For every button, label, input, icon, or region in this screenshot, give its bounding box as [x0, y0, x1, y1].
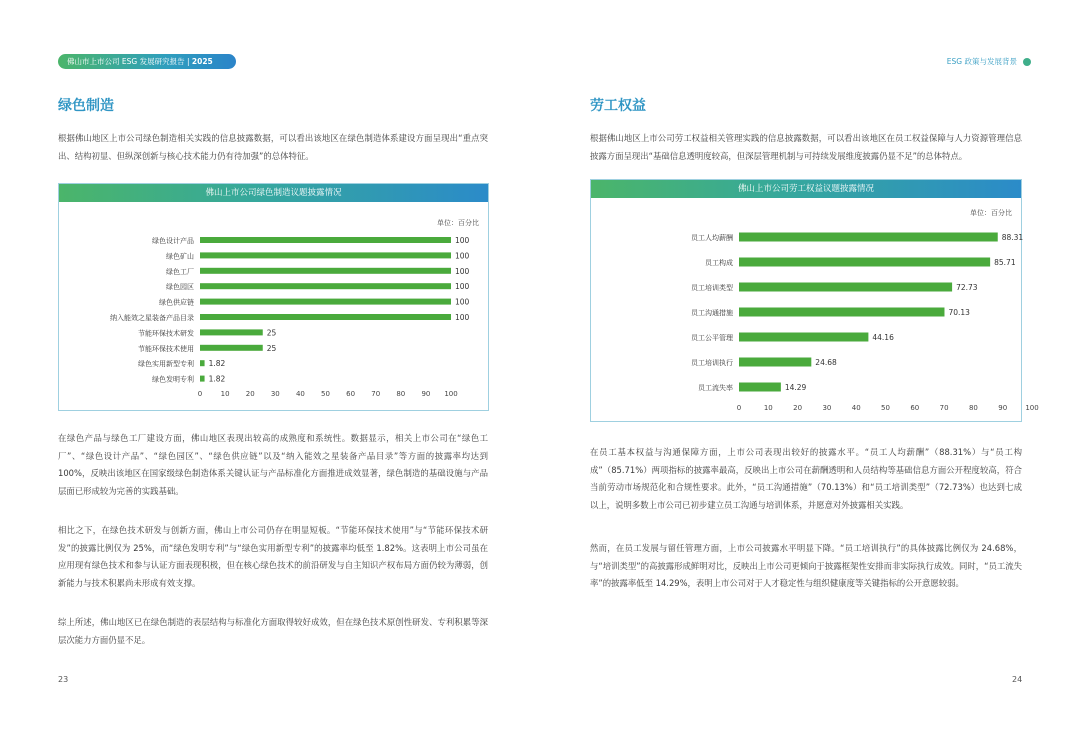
bar — [200, 268, 451, 274]
bar — [200, 360, 205, 366]
body-paragraph-2: 然而，在员工发展与留任管理方面，上市公司披露水平明显下降。“员工培训执行”的具体披露比例仅为 24.68%，与“培训类型”的高披露形成鲜明对比，反映出上市公司更倾向于披露框架性安排而非实际执行成效。同时，“员工流失率”的披露率低至 14.29%，表明上市公司对于人才稳定性与组织健康度等关键指标的公开意愿较弱。 — [590, 543, 1022, 588]
right-page — [540, 0, 1080, 738]
bar — [200, 283, 451, 289]
x-tick-label: 50 — [321, 390, 330, 398]
bar — [200, 314, 451, 320]
labor-rights-chart — [590, 179, 1039, 422]
bar-value-label: 100 — [455, 313, 470, 322]
category-label: 员工构成 — [705, 259, 733, 267]
bar-value-label: 100 — [455, 236, 470, 245]
report-year: 2025 — [191, 57, 213, 66]
section-title-labor-rights: 劳工权益 — [590, 98, 646, 114]
page-number: 24 — [1012, 675, 1023, 684]
bar-value-label: 1.82 — [208, 359, 226, 369]
category-label: 绿色园区 — [166, 283, 194, 292]
bar-value-label: 100 — [455, 266, 470, 276]
x-tick-label: 50 — [881, 404, 890, 412]
category-label: 节能环保技术研发 — [138, 329, 194, 338]
bar-value-label: 72.73 — [956, 283, 978, 292]
bar-value-label: 14.29 — [784, 383, 807, 392]
green-manufacturing-chart-plot — [59, 202, 490, 411]
x-tick-label: 10 — [220, 390, 230, 398]
bar-value-label: 100 — [455, 297, 470, 307]
category-label: 绿色实用新型专利 — [138, 360, 194, 369]
bar — [200, 376, 205, 382]
x-tick-label: 30 — [270, 390, 280, 398]
bar-value-label: 44.16 — [872, 333, 894, 342]
bar-value-label: 100 — [455, 282, 470, 292]
x-tick-label: 40 — [851, 404, 861, 412]
chart-unit-label: 单位：百分比 — [437, 219, 479, 227]
header-separator: | — [186, 57, 192, 66]
x-tick-label: 60 — [910, 404, 920, 412]
category-label: 员工人均薪酬 — [691, 234, 733, 242]
x-tick-label: 20 — [793, 404, 803, 412]
category-label: 节能环保技术使用 — [138, 344, 194, 353]
bar-value-label: 100 — [455, 251, 470, 261]
x-tick-label: 20 — [245, 390, 255, 398]
bar — [200, 329, 263, 335]
category-label: 员工培训类型 — [691, 284, 733, 292]
bar-value-label: 70.13 — [948, 308, 970, 317]
chart-title: 佛山上市公司劳工权益议题披露情况 — [591, 180, 1021, 198]
x-tick-label: 100 — [1025, 404, 1039, 412]
category-label: 员工公平管理 — [691, 334, 733, 342]
bar-value-label: 25 — [266, 343, 277, 353]
category-label: 绿色矿山 — [166, 252, 194, 261]
bar-value-label: 85.71 — [994, 258, 1016, 267]
bar — [739, 383, 781, 392]
bar — [739, 308, 944, 317]
labor-rights-chart-plot — [591, 198, 1039, 422]
x-tick-label: 70 — [371, 390, 381, 398]
chart-title: 佛山上市公司绿色制造议题披露情况 — [59, 184, 488, 202]
category-label: 员工流失率 — [698, 384, 733, 392]
chapter-title: ESG 政策与发展背景 — [946, 57, 1017, 66]
bar — [200, 345, 263, 351]
x-tick-label: 10 — [763, 404, 773, 412]
category-label: 员工培训执行 — [691, 359, 733, 367]
x-tick-label: 0 — [736, 404, 742, 412]
intro-paragraph: 根据佛山地区上市公司劳工权益相关管理实践的信息披露数据，可以看出该地区在员工权益保障与人力资源管理信息披露方面呈现出“基础信息透明度较高，但深层管理机制与可持续发展维度披露仍显不足”的总体特点。 — [590, 133, 1022, 161]
category-label: 绿色供应链 — [159, 298, 194, 307]
bar — [739, 283, 952, 292]
bar — [739, 258, 990, 267]
report-title: 佛山市上市公司 ESG 发展研究报告 — [67, 57, 185, 66]
x-tick-label: 90 — [998, 404, 1008, 412]
x-tick-label: 90 — [421, 390, 431, 398]
bar-value-label: 88.31 — [1001, 233, 1024, 242]
x-tick-label: 30 — [822, 404, 832, 412]
category-label: 绿色工厂 — [166, 267, 194, 276]
body-paragraph-1: 在绿色产品与绿色工厂建设方面，佛山地区表现出较高的成熟度和系统性。数据显示，相关上市公司在“绿色工厂”、“绿色设计产品”、“绿色园区”、“绿色供应链”以及“纳入能效之星装备产品目录”等方面的披露率均达到 100%，反映出该地区在国家级绿色制造体系关键认证与产品标准化方面推进成效显著，绿色制造的基础设施与产品层面已形成较为完善的实践基础。 — [58, 433, 488, 496]
bar-value-label: 25 — [266, 328, 277, 338]
chart-unit-label: 单位：百分比 — [970, 209, 1012, 217]
bar-value-label: 1.82 — [208, 374, 226, 384]
bar — [739, 333, 868, 342]
x-tick-label: 80 — [968, 404, 978, 412]
category-label: 绿色设计产品 — [152, 237, 194, 245]
category-label: 员工沟通措施 — [691, 309, 733, 317]
body-paragraph-3: 综上所述，佛山地区已在绿色制造的表层结构与标准化方面取得较好成效，但在绿色技术原创性研发、专利积累等深层次能力方面仍显不足。 — [58, 617, 488, 645]
bar — [739, 233, 998, 242]
bar — [739, 358, 811, 367]
bar — [200, 237, 451, 243]
section-title-green-manufacturing: 绿色制造 — [58, 98, 114, 114]
page-number: 23 — [58, 675, 69, 684]
x-tick-label: 60 — [346, 390, 356, 398]
bar-value-label: 24.68 — [815, 358, 837, 367]
bar — [200, 299, 451, 305]
x-tick-label: 40 — [295, 390, 305, 398]
category-label: 绿色发明专利 — [152, 375, 194, 384]
x-tick-label: 100 — [444, 390, 458, 398]
x-tick-label: 70 — [939, 404, 949, 412]
x-tick-label: 0 — [197, 390, 203, 398]
intro-paragraph: 根据佛山地区上市公司绿色制造相关实践的信息披露数据，可以看出该地区在绿色制造体系建设方面呈现出“重点突出、结构初显、但纵深创新与核心技术能力仍有待加强”的总体特征。 — [58, 133, 488, 161]
x-tick-label: 80 — [396, 390, 406, 398]
green-manufacturing-chart — [58, 183, 489, 411]
body-paragraph-1: 在员工基本权益与沟通保障方面，上市公司表现出较好的披露水平。“员工人均薪酬”（88.31%）与“员工构成”（85.71%）两项指标的披露率最高，反映出上市公司在薪酬透明和人员结构等基础信息方面公开程度较高，符合当前劳动市场规范化和合规性要求。此外，“员工沟通措施”（70.13%）和“员工培训类型”（72.73%）也达到七成以上，说明多数上市公司已初步建立员工沟通与培训体系，并愿意对外披露相关实践。 — [590, 447, 1022, 510]
bar — [200, 252, 451, 258]
category-label: 纳入能效之星装备产品目录 — [110, 314, 194, 322]
body-paragraph-2: 相比之下，在绿色技术研发与创新方面，佛山上市公司仍存在明显短板。“节能环保技术使用”与“节能环保技术研发”的披露比例仅为 25%，而“绿色发明专利”与“绿色实用新型专利”的披露率均低至 1.82%。这表明上市公司虽在应用现有绿色技术和参与认证方面表现积极，但在核心绿色技术的前沿研发与自主知识产权布局方面仍较为薄弱，创新能力与技术积累尚未形成有效支撑。 — [58, 525, 488, 588]
